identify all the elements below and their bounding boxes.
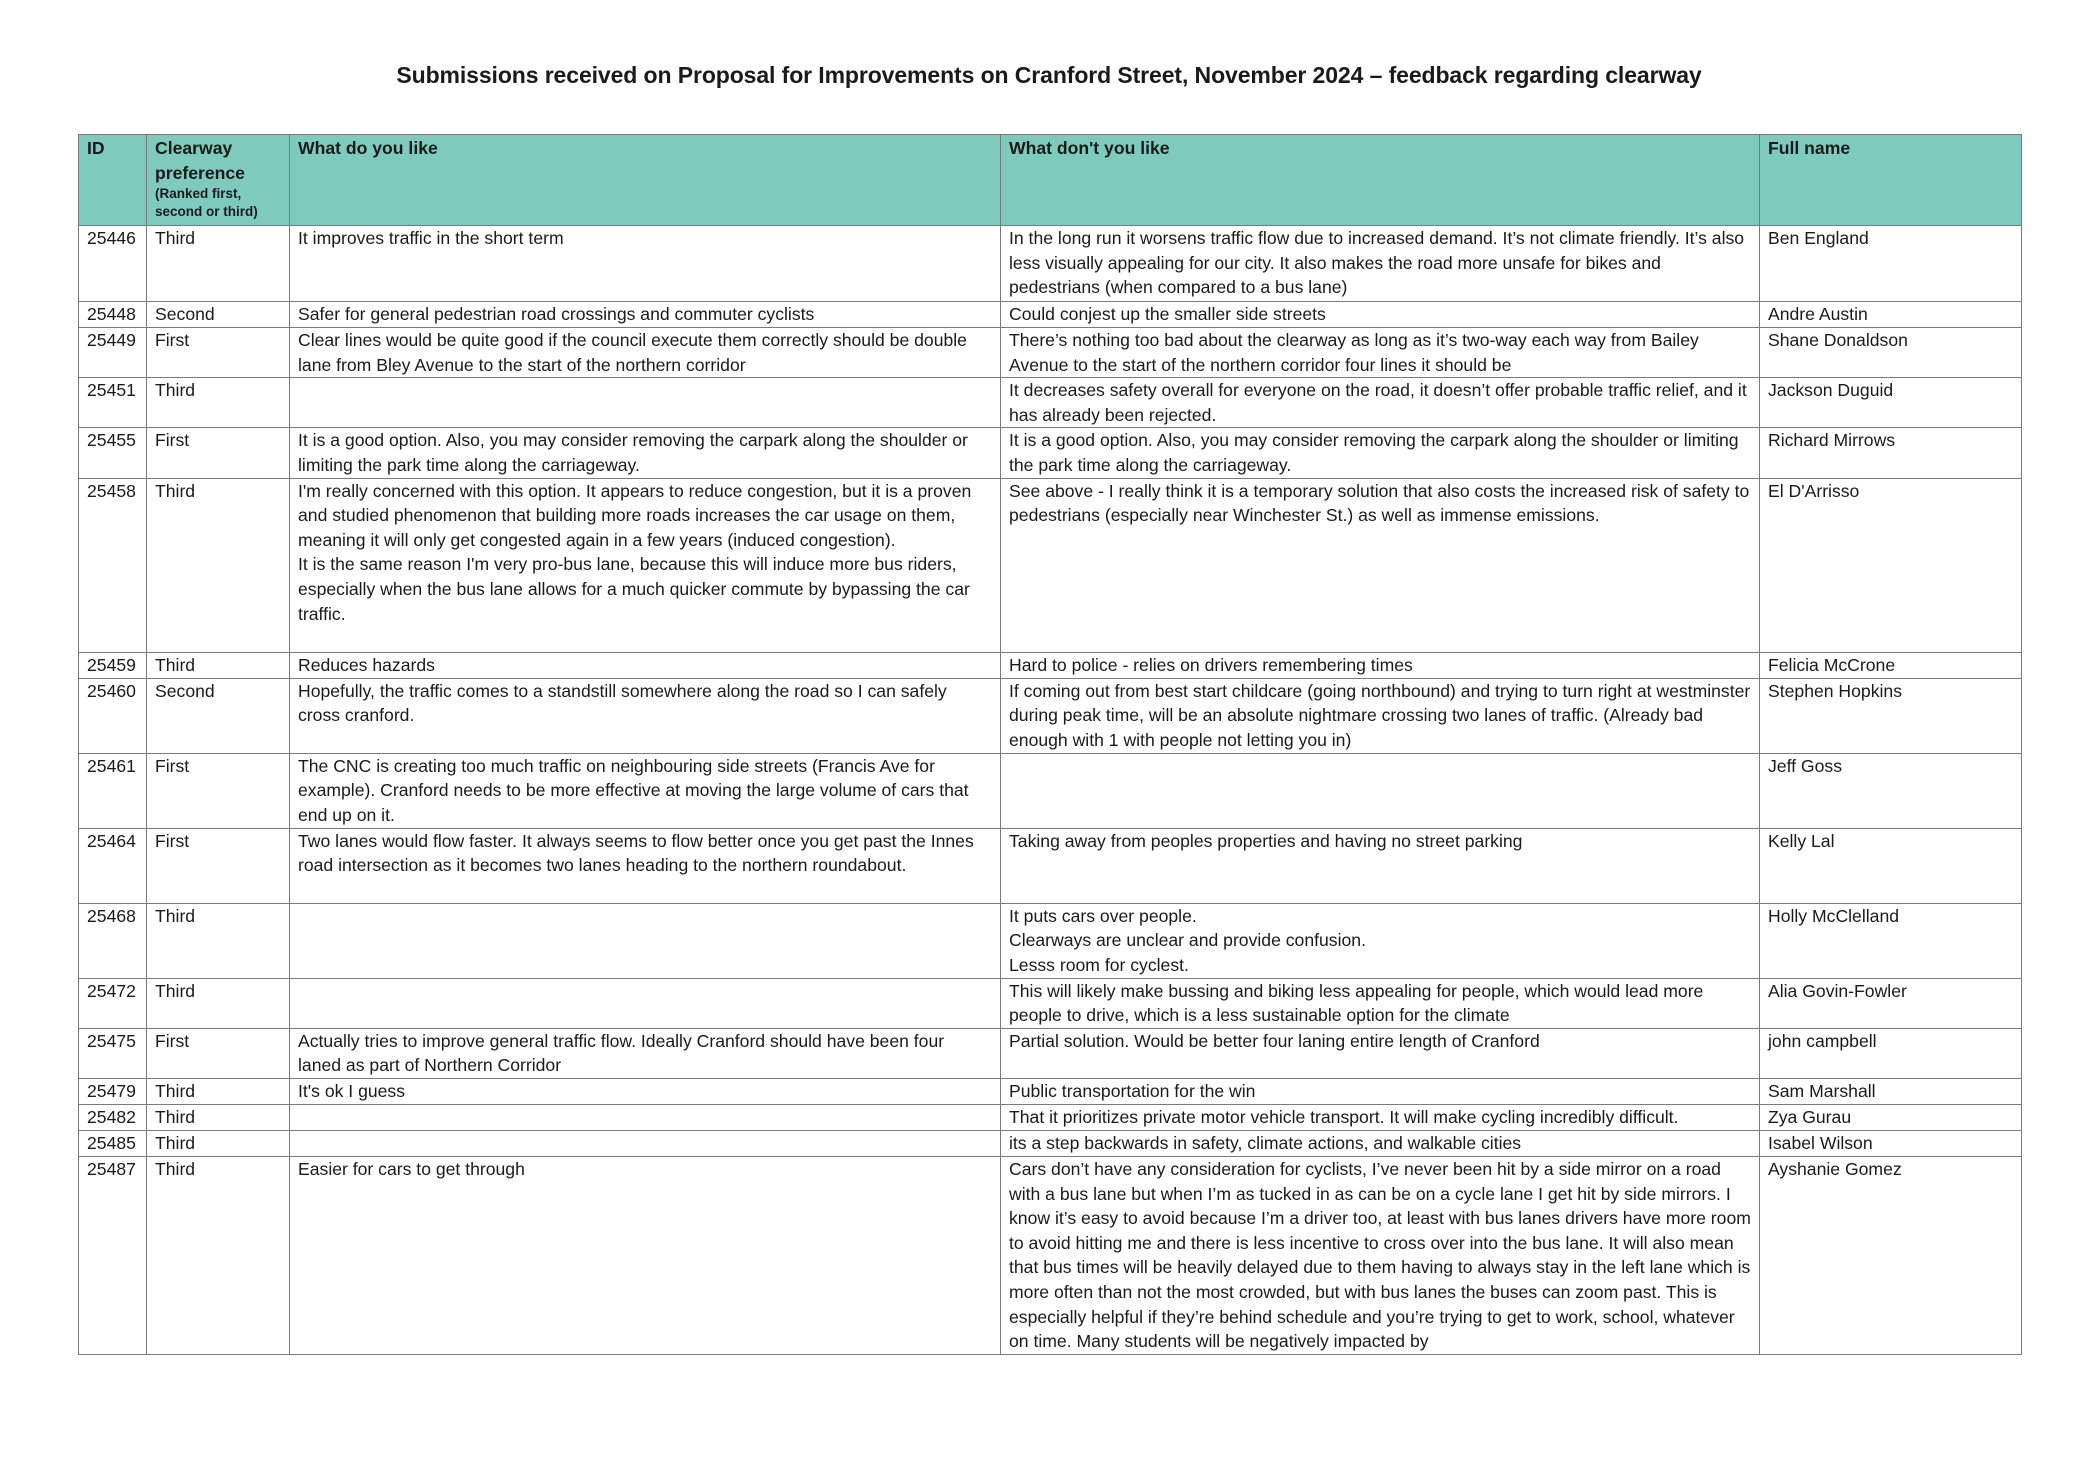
cell-name: Stephen Hopkins <box>1760 678 2022 753</box>
table-row <box>79 978 2022 1028</box>
table-row <box>79 678 2022 753</box>
table-row <box>79 1028 2022 1078</box>
cell-like: Actually tries to improve general traffic flow. Ideally Cranford should have been four laned as part of Northern Corridor <box>290 1028 1001 1078</box>
cell-id: 25479 <box>79 1078 147 1104</box>
cell-like: Hopefully, the traffic comes to a standstill somewhere along the road so I can safely cross cranford. <box>290 678 1001 753</box>
cell-dislike: Public transportation for the win <box>1001 1078 1760 1104</box>
cell-like <box>290 378 1001 428</box>
cell-id: 25464 <box>79 828 147 903</box>
cell-name: john campbell <box>1760 1028 2022 1078</box>
cell-dislike: It decreases safety overall for everyone on the road, it doesn’t offer probable traffic relief, and it has already been rejected. <box>1001 378 1760 428</box>
cell-preference: Third <box>147 226 290 302</box>
table-row <box>79 1130 2022 1156</box>
cell-id: 25482 <box>79 1104 147 1130</box>
cell-preference: Third <box>147 1078 290 1104</box>
cell-preference: First <box>147 428 290 478</box>
cell-name: Richard Mirrows <box>1760 428 2022 478</box>
cell-preference: Second <box>147 678 290 753</box>
table-row <box>79 328 2022 378</box>
cell-like: It's ok I guess <box>290 1078 1001 1104</box>
cell-like: Two lanes would flow faster. It always seems to flow better once you get past the Innes road intersection as it becomes two lanes heading to the northern roundabout. <box>290 828 1001 903</box>
table-row <box>79 903 2022 978</box>
cell-dislike: That it prioritizes private motor vehicle transport. It will make cycling incredibly difficult. <box>1001 1104 1760 1130</box>
cell-id: 25451 <box>79 378 147 428</box>
cell-preference: First <box>147 328 290 378</box>
cell-name: Holly McClelland <box>1760 903 2022 978</box>
cell-id: 25468 <box>79 903 147 978</box>
cell-like: It improves traffic in the short term <box>290 226 1001 302</box>
cell-like: Clear lines would be quite good if the council execute them correctly should be double lane from Bley Avenue to the start of the northern corridor <box>290 328 1001 378</box>
cell-dislike: Taking away from peoples properties and having no street parking <box>1001 828 1760 903</box>
table-row <box>79 1104 2022 1130</box>
cell-like <box>290 903 1001 978</box>
page-title: Submissions received on Proposal for Improvements on Cranford Street, November 2024 – feedback regarding clearway <box>396 62 1702 88</box>
cell-like: I'm really concerned with this option. It appears to reduce congestion, but it is a proven and studied phenomenon that building more roads increases the car usage on them, meaning it will only get congested again in a few years (induced congestion). It is the same reason I'm very pro-bus lane, because this will induce more bus riders, especially when the bus lane allows for a much quicker commute by bypassing the car traffic. <box>290 478 1001 652</box>
table-row <box>79 428 2022 478</box>
cell-preference: First <box>147 753 290 828</box>
cell-id: 25448 <box>79 302 147 328</box>
cell-like <box>290 978 1001 1028</box>
cell-preference: Third <box>147 1104 290 1130</box>
cell-name: Andre Austin <box>1760 302 2022 328</box>
cell-preference: Second <box>147 302 290 328</box>
cell-like: Reduces hazards <box>290 652 1001 678</box>
cell-dislike: Partial solution. Would be better four laning entire length of Cranford <box>1001 1028 1760 1078</box>
table-row <box>79 1156 2022 1354</box>
cell-name: Alia Govin-Fowler <box>1760 978 2022 1028</box>
cell-dislike: Cars don’t have any consideration for cyclists, I’ve never been hit by a side mirror on a road with a bus lane but when I’m as tucked in as can be on a cycle lane I get hit by side mirrors. I know it’s easy to avoid because I’m a driver too, at least with bus lanes drivers have more room to avoid hitting me and there is less incentive to cross over into the bus lane. It will also mean that bus times will be heavily delayed due to them having to always stay in the left lane which is more often than not the most crowded, but with bus lanes the buses can zoom past. This is especially helpful if they’re behind schedule and you’re trying to get to work, school, whatever on time. Many students will be negatively impacted by <box>1001 1156 1760 1354</box>
cell-like <box>290 1130 1001 1156</box>
cell-name: Jackson Duguid <box>1760 378 2022 428</box>
cell-dislike: See above - I really think it is a temporary solution that also costs the increased risk of safety to pedestrians (especially near Winchester St.) as well as immense emissions. <box>1001 478 1760 652</box>
cell-like: The CNC is creating too much traffic on neighbouring side streets (Francis Ave for example). Cranford needs to be more effective at moving the large volume of cars that end up on it. <box>290 753 1001 828</box>
cell-name: Ayshanie Gomez <box>1760 1156 2022 1354</box>
submissions-table <box>78 134 2022 1355</box>
table-row <box>79 753 2022 828</box>
cell-preference: First <box>147 828 290 903</box>
table-row <box>79 652 2022 678</box>
cell-like: Easier for cars to get through <box>290 1156 1001 1354</box>
cell-dislike: Could conjest up the smaller side streets <box>1001 302 1760 328</box>
header-id: ID <box>79 135 147 226</box>
cell-preference: Third <box>147 1130 290 1156</box>
cell-preference: Third <box>147 378 290 428</box>
cell-preference: Third <box>147 652 290 678</box>
cell-name: Sam Marshall <box>1760 1078 2022 1104</box>
table-row <box>79 302 2022 328</box>
header-preference-hint: (Ranked first, second or third) <box>155 186 258 220</box>
cell-like <box>290 1104 1001 1130</box>
header-preference-label: Clearway preference <box>155 138 245 183</box>
header-dislike: What don't you like <box>1001 135 1760 226</box>
cell-id: 25449 <box>79 328 147 378</box>
cell-id: 25446 <box>79 226 147 302</box>
cell-id: 25459 <box>79 652 147 678</box>
cell-dislike: If coming out from best start childcare (going northbound) and trying to turn right at westminster during peak time, will be an absolute nightmare crossing two lanes of traffic. (Already bad enough with 1 with people not letting you in) <box>1001 678 1760 753</box>
cell-name: Isabel Wilson <box>1760 1130 2022 1156</box>
cell-preference: Third <box>147 1156 290 1354</box>
table-body <box>79 226 2022 1355</box>
cell-id: 25458 <box>79 478 147 652</box>
cell-dislike: It puts cars over people. Clearways are unclear and provide confusion. Lesss room for cyclest. <box>1001 903 1760 978</box>
cell-id: 25461 <box>79 753 147 828</box>
table-row <box>79 828 2022 903</box>
cell-dislike: This will likely make bussing and biking less appealing for people, which would lead more people to drive, which is a less sustainable option for the climate <box>1001 978 1760 1028</box>
header-like: What do you like <box>290 135 1001 226</box>
cell-name: Kelly Lal <box>1760 828 2022 903</box>
cell-id: 25475 <box>79 1028 147 1078</box>
cell-preference: First <box>147 1028 290 1078</box>
cell-id: 25485 <box>79 1130 147 1156</box>
cell-dislike: In the long run it worsens traffic flow due to increased demand. It’s not climate friendly. It’s also less visually appealing for our city. It also makes the road more unsafe for bikes and pedestrians (when compared to a bus lane) <box>1001 226 1760 302</box>
table-row <box>79 378 2022 428</box>
cell-name: Shane Donaldson <box>1760 328 2022 378</box>
cell-preference: Third <box>147 903 290 978</box>
table-row <box>79 226 2022 302</box>
cell-dislike: its a step backwards in safety, climate actions, and walkable cities <box>1001 1130 1760 1156</box>
header-name: Full name <box>1760 135 2022 226</box>
cell-dislike: Hard to police - relies on drivers remembering times <box>1001 652 1760 678</box>
cell-id: 25455 <box>79 428 147 478</box>
cell-name: Felicia McCrone <box>1760 652 2022 678</box>
header-preference <box>147 135 290 226</box>
cell-id: 25472 <box>79 978 147 1028</box>
cell-name: Zya Gurau <box>1760 1104 2022 1130</box>
cell-like: Safer for general pedestrian road crossings and commuter cyclists <box>290 302 1001 328</box>
cell-dislike: There’s nothing too bad about the clearway as long as it’s two-way each way from Bailey Avenue to the start of the northern corridor four lines it should be <box>1001 328 1760 378</box>
table-row <box>79 1078 2022 1104</box>
cell-id: 25460 <box>79 678 147 753</box>
cell-like: It is a good option. Also, you may consider removing the carpark along the shoulder or limiting the park time along the carriageway. <box>290 428 1001 478</box>
cell-name: El D'Arrisso <box>1760 478 2022 652</box>
cell-dislike <box>1001 753 1760 828</box>
table-row <box>79 478 2022 652</box>
cell-id: 25487 <box>79 1156 147 1354</box>
cell-name: Ben England <box>1760 226 2022 302</box>
cell-name: Jeff Goss <box>1760 753 2022 828</box>
cell-dislike: It is a good option. Also, you may consider removing the carpark along the shoulder or limiting the park time along the carriageway. <box>1001 428 1760 478</box>
table-header <box>79 135 2022 226</box>
cell-preference: Third <box>147 978 290 1028</box>
cell-preference: Third <box>147 478 290 652</box>
